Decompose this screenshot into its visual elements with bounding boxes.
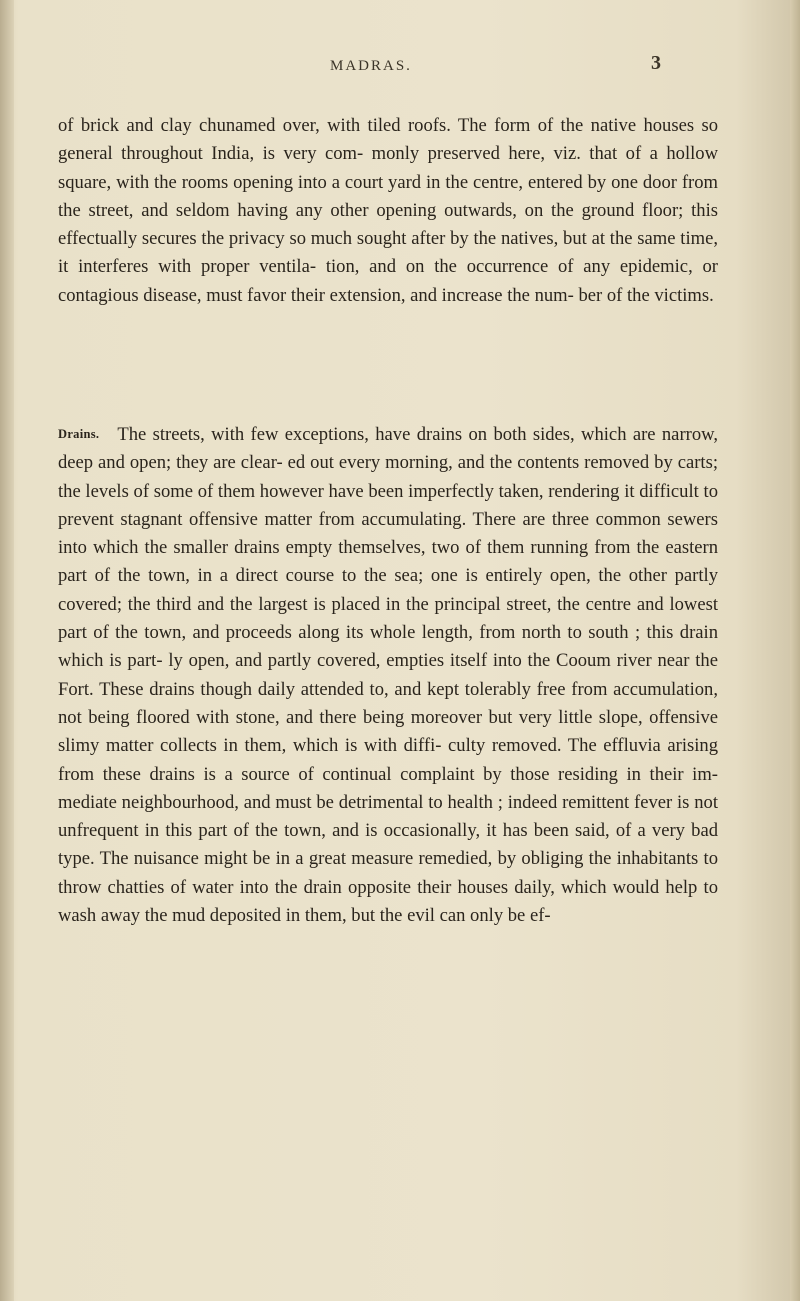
page-number: 3 <box>651 52 661 74</box>
running-title: MADRAS. <box>330 58 412 74</box>
sidenote-drains: Drains. <box>58 427 100 441</box>
body-paragraph-1: of brick and clay chunamed over, with tiled roofs. The form of the native houses so general throughout India, is very com- monly preserved here, viz. that of a hollow square, with the rooms opening into a court yard in the centre, entered by one door from the street, and seldom having any other opening outwards, on the ground floor; this effectually secures the privacy so much sought after by the natives, but at the same time, it interferes with proper ventila- tion, and on the occurrence of any epidemic, or contagious disease, must favor their extension, and increase the num- ber of the victims. <box>58 115 718 306</box>
body-paragraph-2 <box>58 420 718 930</box>
page-outer-edge <box>790 0 800 1301</box>
paragraph-2-text: The streets, with few exceptions, have drains on both sides, which are narrow, deep and open; they are clear- ed out every morning, and the contents removed by carts; the levels of some of them however have been imperfectly taken, rendering it difficult to prevent stagnant offensive matter from accumulating. There are three common sewers into which the smaller drains empty themselves, two of them running from the eastern part of the town, in a direct course to the sea; one is entirely open, the other partly covered; the third and the largest is placed in the principal street, the centre and lowest part of the town, and proceeds along its whole length, from north to south ; this drain which is part- ly open, and partly covered, empties itself into the Cooum river near the Fort. These drains though daily attended to, and kept tolerably free from accumulation, not being floored with stone, and there being moreover but very little slope, offensive slimy matter collects in them, which is with diffi- culty removed. The effluvia arising from these drains is a source of continual complaint by those residing in their im- mediate neighbourhood, and must be detrimental to health ; indeed remittent fever is not unfrequent in this part of the town, and is occasionally, it has been said, of a very bad type. The nuisance might be in a great measure remedied, by obliging the inhabitants to throw chatties of water into the drain opposite their houses daily, which would help to wash away the mud deposited in them, but the evil can only be ef- <box>58 424 718 927</box>
page-binding-edge <box>0 0 14 1301</box>
